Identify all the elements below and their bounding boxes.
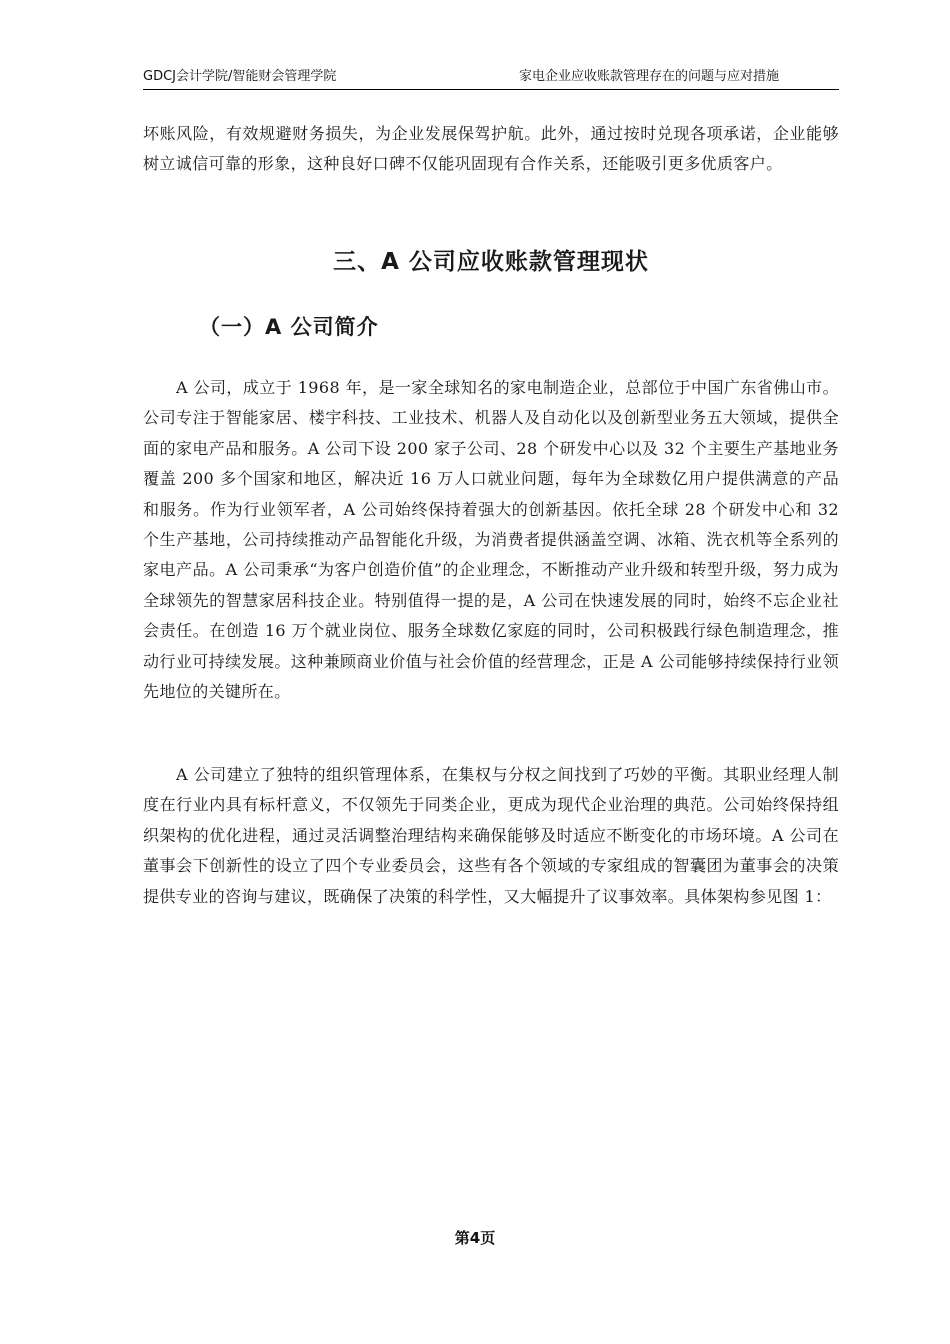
page-header <box>143 67 839 90</box>
paragraph-company-intro: A 公司，成立于 1968 年，是一家全球知名的家电制造企业，总部位于中国广东省佛山市。公司专注于智能家居、楼宇科技、工业技术、机器人及自动化以及创新型业务五大领域，提供全面的家电产品和服务。A 公司下设 200 家子公司、28 个研发中心以及 32 个主要生产基地业务覆盖 200 多个国家和地区，解决近 16 万人口就业问题，每年为全球数亿用户提供满意的产品和服务。作为行业领军者，A 公司始终保持着强大的创新基因。依托全球 28 个研发中心和 32 个生产基地，公司持续推动产品智能化升级，为消费者提供涵盖空调、冰箱、洗衣机等全系列的家电产品。A 公司秉承“为客户创造价值”的企业理念，不断推动产业升级和转型升级，努力成为全球领先的智慧家居科技企业。特别值得一提的是，A 公司在快速发展的同时，始终不忘企业社会责任。在创造 16 万个就业岗位、服务全球数亿家庭的同时，公司积极践行绿色制造理念，推动行业可持续发展。这种兼顾商业价值与社会价值的经营理念，正是 A 公司能够持续保持行业领先地位的关键所在。 <box>143 378 839 702</box>
paragraph-organization: A 公司建立了独特的组织管理体系，在集权与分权之间找到了巧妙的平衡。其职业经理人制度在行业内具有标杆意义，不仅领先于同类企业，更成为现代企业治理的典范。公司始终保持组织架构的优化进程，通过灵活调整治理结构来确保能够及时适应不断变化的市场环境。A 公司在董事会下创新性的设立了四个专业委员会，这些有各个领域的专家组成的智囊团为董事会的决策提供专业的咨询与建议，既确保了决策的科学性，又大幅提升了议事效率。具体架构参见图 1： <box>143 765 839 906</box>
page-number: 第4页 <box>454 1229 496 1247</box>
section-title: 三、A 公司应收账款管理现状 <box>333 249 649 275</box>
header-institution: GDCJ会计学院/智能财会管理学院 <box>143 69 337 84</box>
header-document-title: 家电企业应收账款管理存在的问题与应对措施 <box>518 69 779 84</box>
intro-paragraph: 坏账风险，有效规避财务损失，为企业发展保驾护航。此外，通过按时兑现各项承诺，企业能够树立诚信可靠的形象，这种良好口碑不仅能巩固现有合作关系，还能吸引更多优质客户。 <box>143 124 839 174</box>
subsection-title: （一）A 公司简介 <box>199 315 379 339</box>
